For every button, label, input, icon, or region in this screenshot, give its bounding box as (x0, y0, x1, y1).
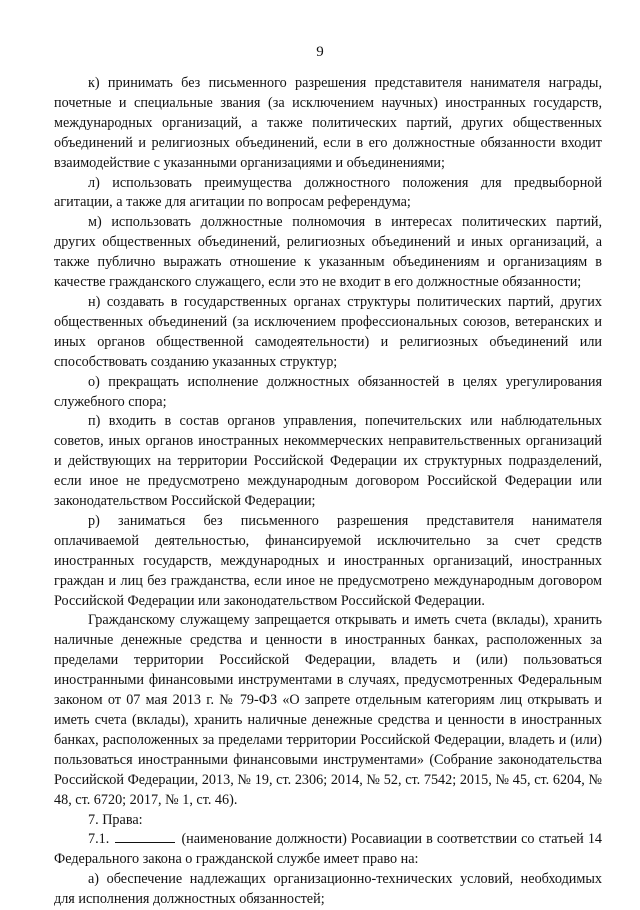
page-number: 9 (316, 44, 324, 60)
section-7-heading: 7. Права: (88, 811, 143, 828)
paragraph-l: л) использовать преимущества должностного положения для предвыборной агитации, а также для агитации по вопросам референдума; (54, 174, 602, 211)
paragraph-r: р) заниматься без письменного разрешения представителя нанимателя оплачиваемой деятельностью, финансируемой исключительно за счет средств иностранных государств, международных и иностранных организаций, иностранных граждан и лиц без гражданства, если иное не предусмотрено международным договором Российской Федерации или законодательством Российской Федерации. (54, 512, 602, 609)
paragraph-p: п) входить в состав органов управления, попечительских или наблюдательных советов, иных органов иностранных некоммерческих неправительственных организаций и действующих на территории Российской Федерации их структурных подразделений, если иное не предусмотрено международным договором Российской Федерации или законодательством Российской Федерации; (54, 413, 602, 510)
paragraph-foreign-accounts: Гражданскому служащему запрещается открывать и иметь счета (вклады), хранить наличные денежные средства и ценности в иностранных банках, расположенных за пределами территории Российской Федерации, владеть и (или) пользоваться иностранными финансовыми инструментами в случаях, предусмотренных Федеральным законом от 07 мая 2013 г. № 79-ФЗ «О запрете отдельным категориям лиц открывать и иметь счета (вклады), хранить наличные денежные средства и ценности в иностранных банках, расположенных за пределами территории Российской Федерации, владеть и (или) пользоваться иностранными финансовыми инструментами» (Собрание законодательства Российской Федерации, 2013, № 19, ст. 2306; 2014, № 52, ст. 7542; 2015, № 45, ст. 6204, № 48, ст. 6720; 2017, № 1, ст. 46). (54, 612, 602, 808)
paragraph-a: а) обеспечение надлежащих организационно-технических условий, необходимых для исполнения должностных обязанностей; (54, 871, 602, 908)
paragraph-n: н) создавать в государственных органах структуры политических партий, других общественных объединений (за исключением профессиональных союзов, ветеранских и иных органов общественной самодеятельности) и религиозных объединений или способствовать созданию указанных структур; (54, 293, 602, 370)
paragraph-m: м) использовать должностные полномочия в интересах политических партий, других общественных объединений, религиозных объединений и иных организаций, а также публично выражать отношение к указанным объединениям и организациям в качестве гражданского служащего, если это не входит в его должностные обязанности; (54, 214, 602, 291)
position-name-blank (115, 830, 175, 843)
clause-7-1-text: (наименование должности) Росавиации в соответствии со статьей 14 Федерального закона о гражданской службе имеет право на: (54, 831, 603, 868)
clause-7-1-number: 7.1. (88, 831, 110, 848)
paragraph-k: к) принимать без письменного разрешения представителя нанимателя награды, почетные и специальные звания (за исключением научных) иностранных государств, международных организаций, а также политических партий, других общественных объединений и религиозных объединений, если в его должностные обязанности входит взаимодействие с указанными организациями и объединениями; (54, 75, 602, 171)
paragraph-o: о) прекращать исполнение должностных обязанностей в целях урегулирования служебного спора; (54, 373, 602, 410)
document-body (54, 74, 602, 910)
clause-7-1 (54, 830, 602, 870)
